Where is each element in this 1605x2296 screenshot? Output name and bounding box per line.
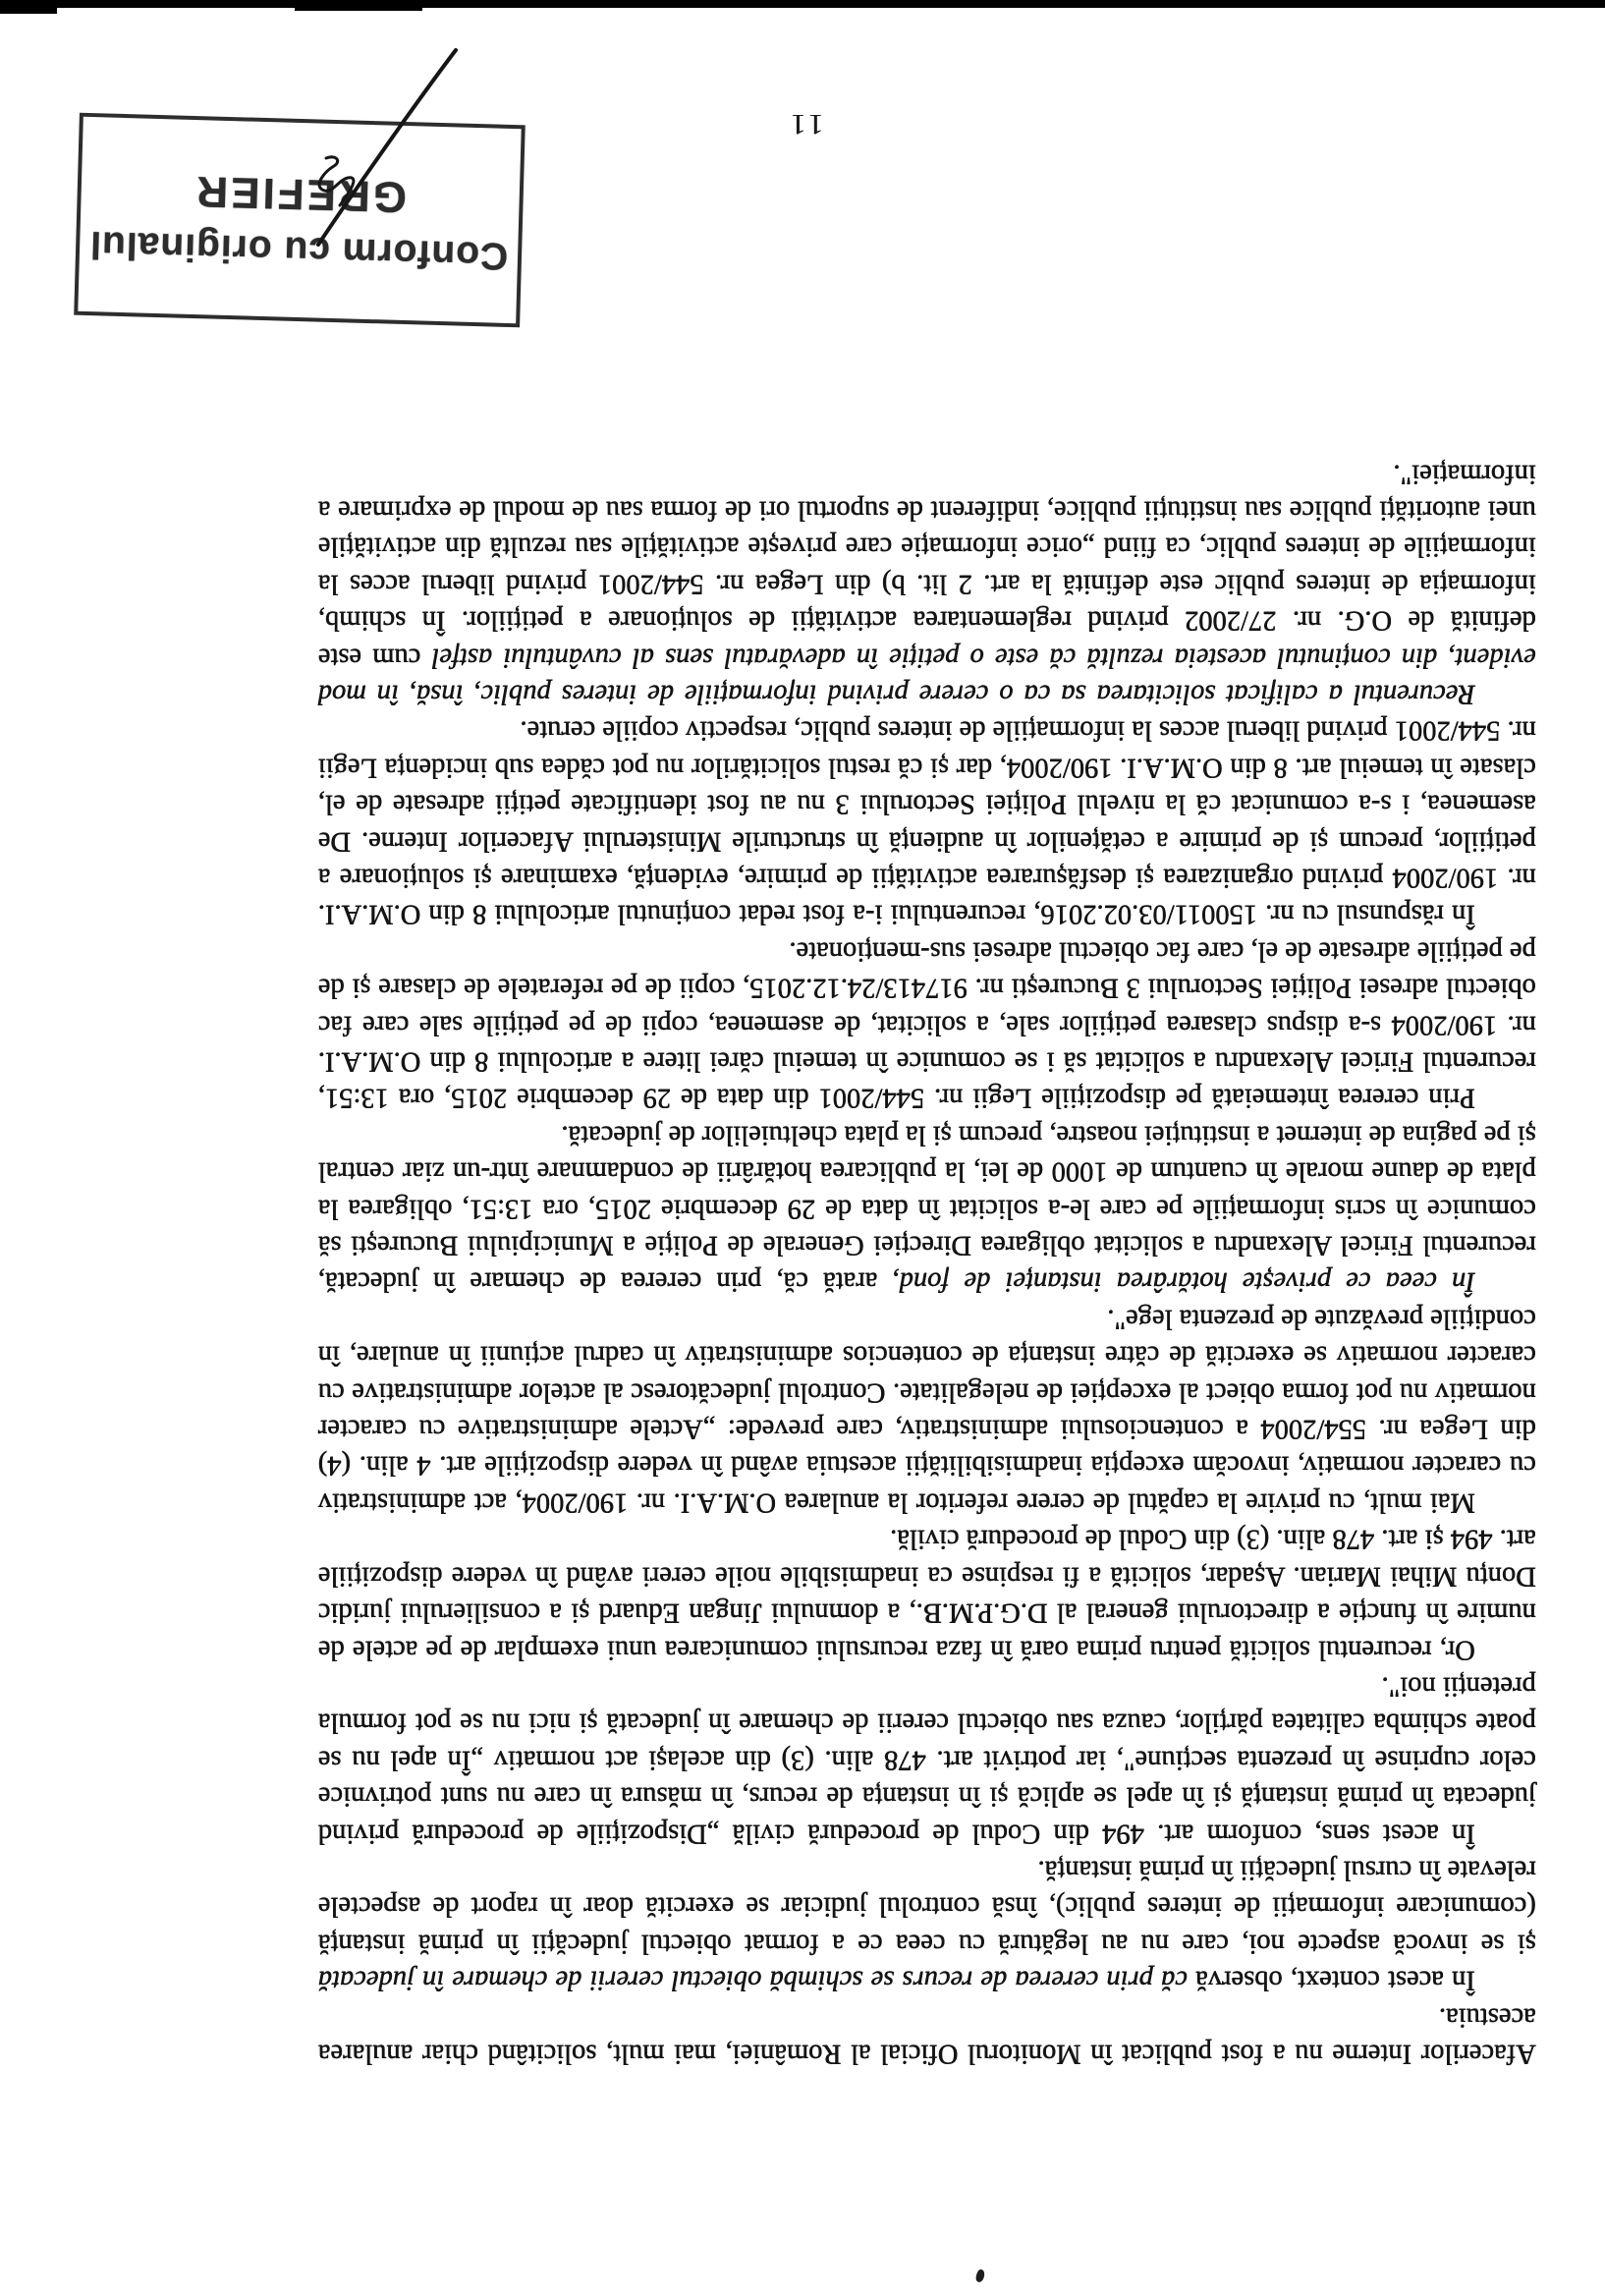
paragraph-segment: Mai mult, cu privire la capătul de cerere referitor la anularea O.M.A.I. nr. 190/2004, act administrativ cu caracter normativ, invocăm excepția inadmisibilității acestuia având în vedere dispozițiile art. 4 alin. (4) din Legea nr. 554/2004 a contenciosului administrativ, care prevede: „Actele administrative cu caracter normativ nu pot forma obiect al excepției de nelegalitate. Controlul judecătoresc al actelor administrative cu caracter normativ se exercită de către instanța de contencios administrativ în cadrul acțiunii în anulare, în condițiile prevăzute de prezenta lege".	[318, 1303, 1536, 1518]
paragraph-segment-italic: că prin cererea de recurs se schimbă obiectul cererii de chemare în judecată	[317, 1965, 1189, 1996]
paragraph	[318, 455, 1536, 712]
scanner-edge-artifact	[0, 0, 57, 14]
paragraph-segment: Afacerilor Interne nu a fost publicat în Monitorul Oficial al României, mai mult, solicitând chiar anularea acestuia.	[318, 2001, 1536, 2069]
signature-icon	[259, 27, 485, 302]
paragraph	[318, 712, 1536, 932]
stamp-text-grefier: GREFIER	[193, 166, 408, 222]
stamp-text-conform: Conform cu originalul	[88, 223, 509, 277]
paragraph	[318, 1521, 1536, 1668]
paragraph	[318, 1300, 1536, 1520]
paragraph	[318, 1998, 1536, 2072]
scanner-edge-bar	[0, 0, 1605, 8]
paragraph-segment: arată că, prin cererea de chemare în judecată, recurentul Firicel Alexandru a solicitat obligarea Direcției Generale de Poliție a Municipiului București să comunice în scris informațiile pe care le-a solicitat în data de 29 decembrie 2015, ora 13:51, obligarea la plata de daune morale în cuantum de 1000 de lei, la publicarea hotărârii de condamnare într-un ziar central și pe pagina de internet a instituției noastre, precum și la plata cheltuielilor de judecată.	[318, 1119, 1536, 1298]
paragraph	[318, 1116, 1536, 1300]
paragraph-segment: cum este definită de O.G. nr. 27/2002 privind reglementarea activității de soluționare a petițiilor. În schimb, informația de interes public este definită la art. 2 lit. b) din Legea nr. 544/2001 privind liberul acces la informațiile de interes public, ca fiind „orice informație care privește activitățile sau rezultă din activitățile unei autorități publice sau instituții publice, indiferent de suportul ori de forma sau de modul de exprimare a informației".	[318, 458, 1536, 673]
paragraph-segment: În acest context, observă	[1188, 1965, 1475, 1996]
ink-speck	[974, 2268, 986, 2283]
paragraph-segment: și se invocă aspecte noi, care nu au legătură cu ceea ce a format obiectul judecății în primă instanță (comunicare informații de interes public), însă controlul judiciar se exercită doar în raport de aspectele relevate în cursul judecății în primă instanță.	[318, 1854, 1536, 1959]
paragraph-segment-italic: Recurentul a calificat solicitarea sa ca o cerere privind informațiile de interes public, însă, în mod evident, din conținutul acesteia rezultă că este o petiție în adevăratul sens al cuvântului astfel	[318, 642, 1536, 709]
paragraph	[318, 1852, 1536, 1999]
paragraph-segment: Or, recurentul solicită pentru prima oară în faza recursului comunicarea unui exemplar de pe actele de numire în funcție a directorului general al D.G.P.M.B., a domnului Jingan Eduard și a consilierului juridic Donțu Mihai Marian. Așadar, solicită a fi respinse ca inadmisibile noile cereri având în vedere dispozițiile art. 494 și art. 478 alin. (3) din Codul de procedură civilă.	[318, 1524, 1536, 1665]
paragraph-segment: Prin cererea întemeiată pe dispozițiile Legii nr. 544/2001 din data de 29 decembrie 2015, ora 13:51, recurentul Firicel Alexandru a solicitat să i se comunice în temeiul cărei litere a articolului 8 din O.M.A.I. nr. 190/2004 s-a dispus clasarea petițiilor sale, a solicitat, de asemenea, copii de pe petițiile sale care fac obiectul adresei Poliției Sectorului 3 București nr. 917413/24.12.2015, copii de pe referatele de clasare și de pe petițiile adresate de el, care fac obiectul adresei sus-menționate.	[318, 935, 1536, 1114]
paragraph-segment: În acest sens, conform art. 494 din Codul de procedură civilă „Dispozițiile de procedură privind judecata în primă instanță și în apel se aplică și în instanța de recurs, în măsura în care nu sunt potrivnice celor cuprinse în prezenta secțiune", iar potrivit art. 478 alin. (3) din același act normativ „În apel nu se poate schimba calitatea părților, cauza sau obiectul cererii de chemare în judecată și nici nu se pot formula pretenții noi".	[318, 1670, 1536, 1849]
page-number: 11	[787, 108, 824, 140]
paragraph	[318, 932, 1536, 1116]
paragraph-segment-italic: În ceea ce privește hotărârea instanței de fond,	[892, 1266, 1475, 1298]
paragraph	[318, 1668, 1536, 1852]
scanner-edge-artifact	[295, 0, 422, 11]
document-body	[318, 455, 1536, 2072]
paragraph-segment: În răspunsul cu nr. 150011/03.02.2016, recurentului i-a fost redat conținutul articolului 8 din O.M.A.I. nr. 190/2004 privind organizarea și desfășurarea activității de primire, evidență, examinare și soluționare a petițiilor, precum și de primire a cetățenilor în audiență în structurile Ministerului Afacerilor Interne. De asemenea, i s-a comunicat că la nivelul Poliției Sectorului 3 nu au fost identificate petiții adresate de el, clasate în temeiul art. 8 din O.M.A.I. 190/2004, dar și că restul solicitărilor nu pot cădea sub incidența Legii nr. 544/2001 privind liberul acces la informațiile de interes public, respectiv copiile cerute.	[318, 715, 1536, 930]
